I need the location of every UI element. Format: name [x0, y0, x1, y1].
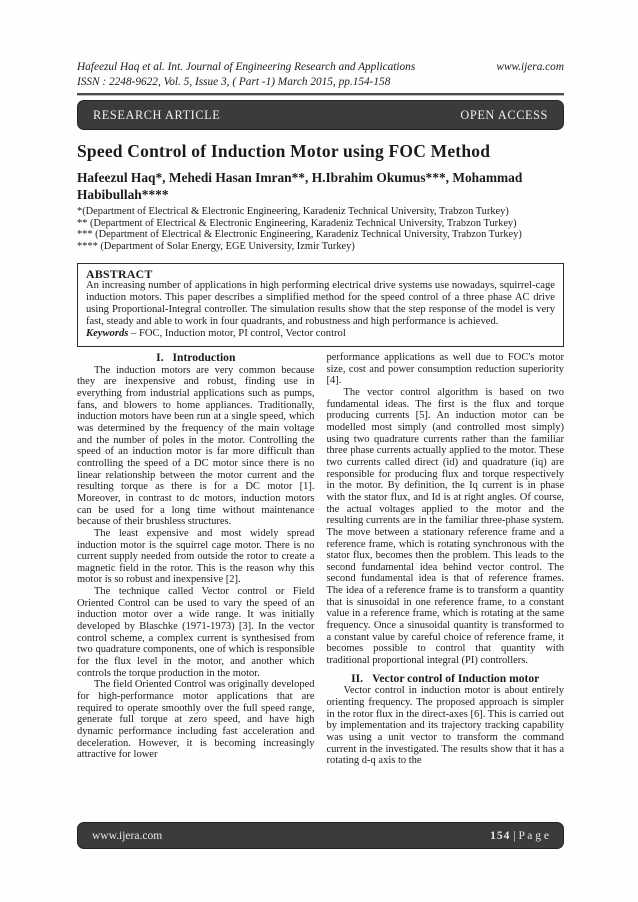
article-body	[77, 352, 564, 767]
affiliations	[77, 206, 564, 252]
paragraph: Vector control in induction motor is about entirely orienting frequency. The proposed approach is simpler in the rotor flux in the direct-axes [6]. This is carried out by implementation and its trajectory tracking capability was using a unit vector to transform the command current in the investigated. The results show that it has a rotating d-q axis to the	[326, 685, 564, 767]
paragraph: performance applications as well due to FOC's motor size, cost and power consumption reduction superiority [4].	[326, 352, 564, 387]
right-column	[327, 352, 565, 767]
footer-page	[490, 830, 549, 842]
journal-name: Hafeezul Haq et al. Int. Journal of Engineering Research and Applications	[77, 61, 416, 73]
header-rule	[77, 93, 564, 96]
section-number: I.	[156, 351, 164, 364]
page-title: Speed Control of Induction Motor using FOC Method	[77, 141, 491, 161]
section-title: Vector control of Induction motor	[372, 671, 540, 685]
page-number: 154	[490, 829, 511, 842]
affiliation-line: ** (Department of Electrical & Electronic Engineering, Karadeniz Technical University, Trabzon Turkey)	[77, 217, 517, 229]
abstract-heading: ABSTRACT	[86, 267, 153, 281]
footer-website: www.ijera.com	[92, 829, 163, 842]
open-access-badge: OPEN ACCESS	[460, 107, 548, 122]
paragraph: The induction motors are very common because they are inexpensive and robust, finding use in everything from industrial applications such as pumps, fans, and blowers to home appliances. Traditionally, induction motors have been run at a single speed, which was determined by the frequency of the main voltage and the number of poles in the motor. Controlling the speed of an induction motor is far more difficult than controlling the speed of a DC motor since there is no linear relationship between the motor current and the resulting torque as there is for a DC motor [1]. Moreover, in contrast to dc motors, induction motors can be used for a long time without maintenance because of their brushless structures.	[77, 364, 315, 528]
affiliation-line: *** (Department of Electrical & Electronic Engineering, Karadeniz Technical University, Trabzon Turkey)	[77, 229, 522, 241]
section-number: II.	[351, 671, 364, 685]
paragraph: The vector control algorithm is based on two fundamental ideas. The first is the flux and torque producing currents [5]. An induction motor can be modelled most simply (and controlled most simply) using two quadrature currents rather than the familiar three phase currents actually applied to the motor. These two currents called direct (id) and quadrature (iq) are responsible for producing flux and torque respectively in the motor. By definition, the Iq current is in phase with the stator flux, and Id is at right angles. Of course, the actual voltages applied to the motor and the resulting currents are in the familiar three-phase system. The move between a stationary reference frame and a reference frame, which is rotating synchronous with the stator flux, becomes then the problem. This leads to the second fundamental idea behind vector control. The second fundamental idea is that of reference frames. The idea of a reference frame is to transform a quantity that is sinusoidal in one reference frame, to a constant value in a reference frame, which is rotating at the same frequency. Once a sinusoidal quantity is transformed to a constant value by careful choice of reference frame, it becomes possible to control that quantity with traditional proportional integral (PI) controllers.	[326, 386, 564, 667]
keywords-label: Keywords	[86, 328, 129, 340]
paragraph: The field Oriented Control was originally developed for high-performance motor applications that are required to operate smoothly over the full speed range, generate full torque at zero speed, and have high dynamic performance including fast acceleration and deceleration. However, it is becoming increasingly attractive for lower	[77, 679, 315, 761]
abstract-body: An increasing number of applications in high performing electrical drive systems use nowadays, squirrel-cage induction motors. This paper describes a simplified method for the speed control of a three phase AC drive using Proportional-Integral controller. The simulation results show that the step response of the model is very fast, steady and able to work in four quadrants, and robustness and high performance is achieved.	[86, 280, 555, 328]
keywords-line	[86, 328, 555, 340]
abstract-box	[77, 263, 564, 347]
keywords-text: – FOC, Induction motor, PI control, Vector control	[128, 328, 346, 340]
section-heading-vector-control	[327, 673, 565, 685]
affiliation-line: *(Department of Electrical & Electronic Engineering, Karadeniz Technical University, Trabzon Turkey)	[77, 206, 509, 217]
affiliation-line: **** (Department of Solar Energy, EGE University, Izmir Turkey)	[77, 240, 355, 252]
paragraph: The technique called Vector control or Field Oriented Control can be used to vary the speed of an induction motor over a wide range. It was initially developed by Blaschke (1971-1973) [3]. In the vector control scheme, a complex current is synthesised from two quadrature components, one of which is responsible for the flux level in the motor, and another which controls the torque production in the motor.	[77, 586, 315, 679]
page-label: | P a g e	[513, 829, 549, 842]
footer-bar	[77, 822, 564, 849]
left-column	[77, 352, 315, 767]
research-article-badge: RESEARCH ARTICLE	[93, 107, 221, 122]
section-heading-introduction	[77, 352, 315, 364]
badge-bar	[77, 100, 564, 130]
paragraph: The least expensive and most widely spread induction motor is the squirrel cage motor. There is no current supply needed from outside the rotor to create a magnetic field in the rotor. This is the reason why this motor is so robust and inexpensive [2].	[77, 527, 315, 586]
authors-line: Hafeezul Haq*, Mehedi Hasan Imran**, H.Ibrahim Okumus***, Mohammad Habibullah****	[77, 170, 523, 202]
section-title: Introduction	[172, 351, 236, 364]
header-website: www.ijera.com	[496, 61, 564, 73]
running-header	[77, 60, 564, 96]
issn-line: ISSN : 2248-9622, Vol. 5, Issue 3, ( Part -1) March 2015, pp.154-158	[77, 75, 391, 88]
